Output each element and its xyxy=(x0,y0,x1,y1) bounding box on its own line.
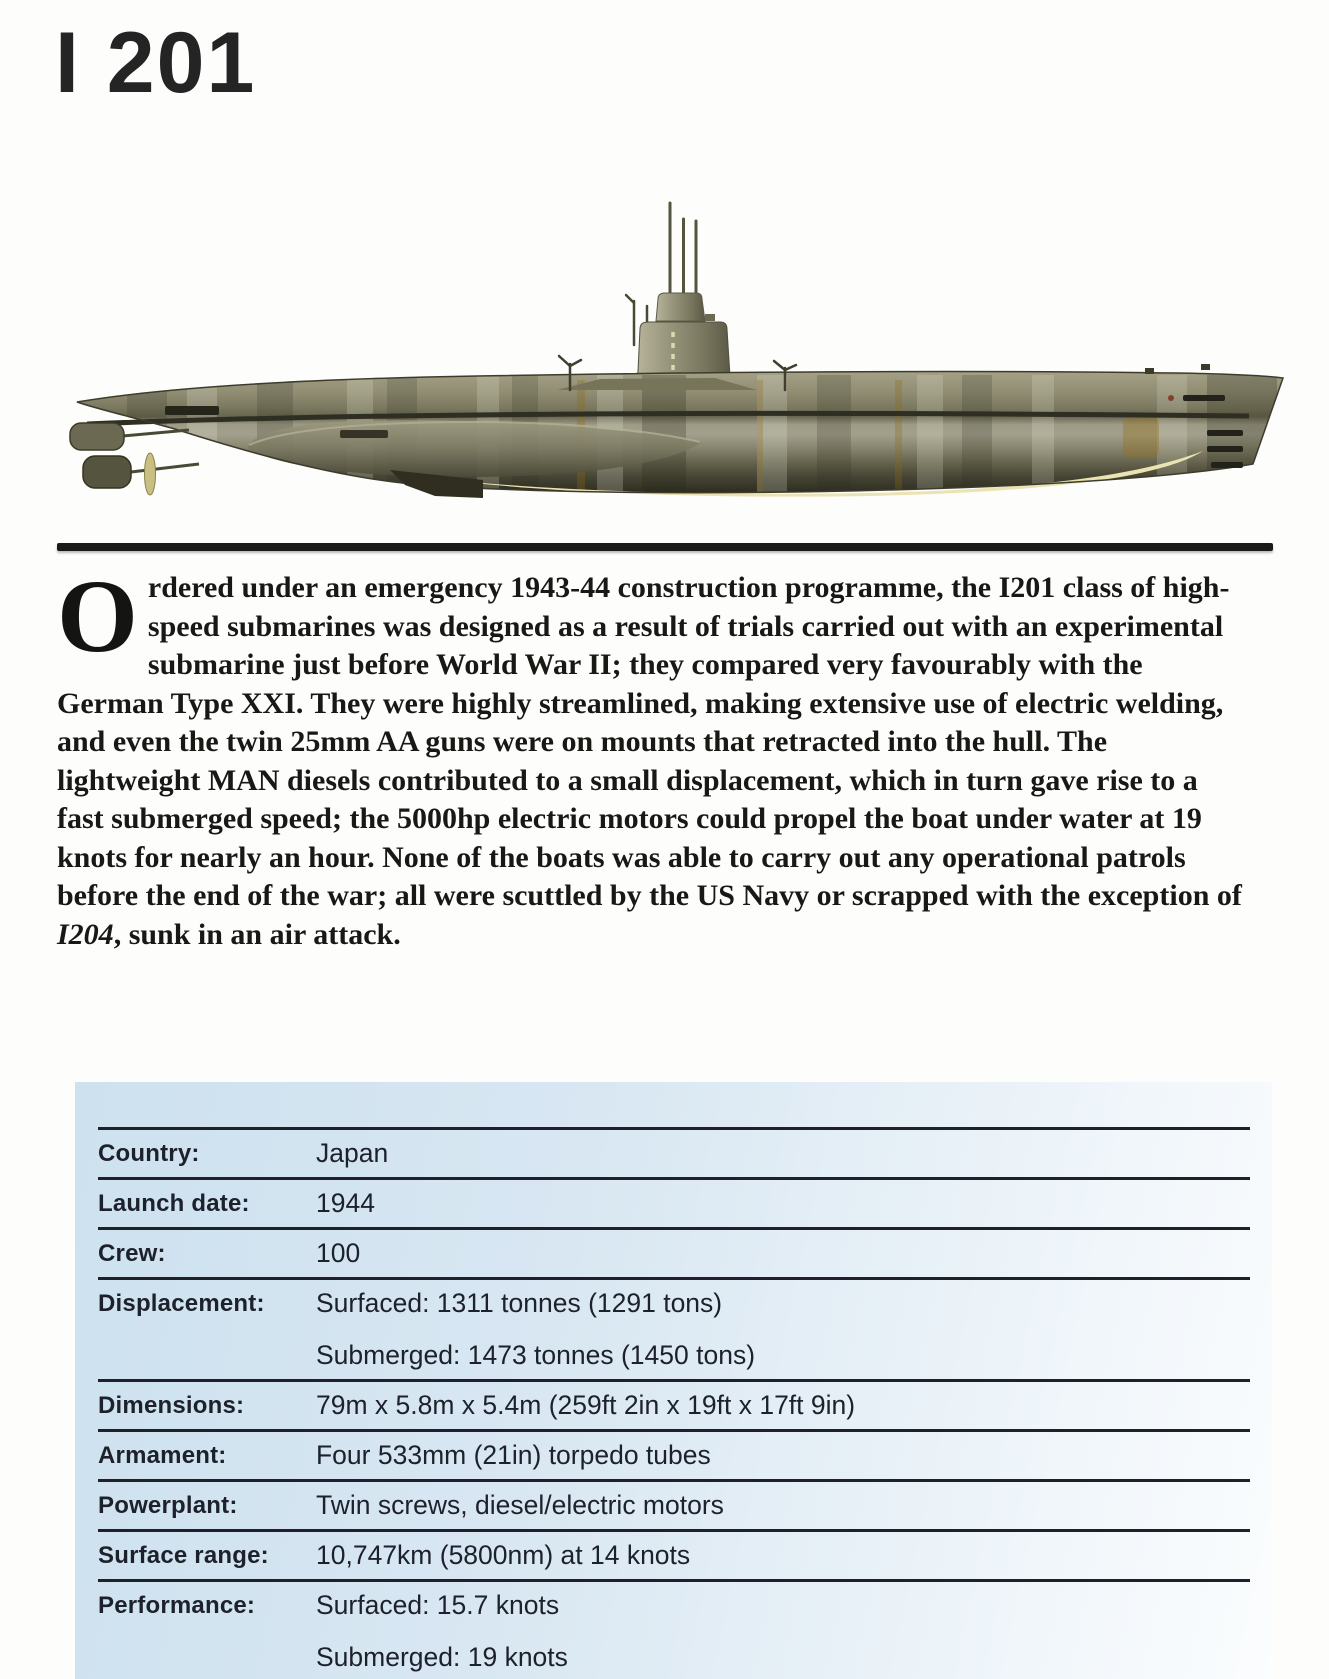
article-paragraph xyxy=(57,559,1249,954)
spec-table xyxy=(98,1127,1250,1679)
spec-row-crew xyxy=(98,1227,1250,1277)
article-text-2: , sunk in an air attack. xyxy=(113,917,401,951)
antenna-masts xyxy=(670,203,696,293)
propeller xyxy=(145,453,156,495)
spec-row-powerplant xyxy=(98,1479,1250,1529)
spec-value xyxy=(316,1539,690,1571)
spec-value-line: 10,747km (5800nm) at 14 knots xyxy=(316,1540,691,1570)
spec-row-country xyxy=(98,1127,1250,1177)
spec-label: Armament: xyxy=(98,1442,227,1469)
drop-cap: O xyxy=(57,559,138,674)
spec-value xyxy=(316,1187,375,1219)
spec-row-dimensions xyxy=(98,1379,1250,1429)
spec-label: Displacement: xyxy=(98,1290,265,1317)
submarine-illustration xyxy=(57,180,1287,520)
section-divider xyxy=(57,543,1273,551)
spec-value-line: Surfaced: 15.7 knots xyxy=(316,1590,560,1620)
conning-tower xyxy=(626,203,731,392)
spec-value xyxy=(316,1439,711,1471)
spec-row-launch-date xyxy=(98,1177,1250,1227)
spec-value xyxy=(316,1389,855,1421)
article-ref-italic: I204 xyxy=(57,917,114,951)
spec-value-line: Submerged: 19 knots xyxy=(316,1642,568,1672)
spec-value xyxy=(316,1589,568,1673)
spec-label: Surface range: xyxy=(98,1542,269,1569)
spec-label: Performance: xyxy=(98,1592,256,1619)
spec-value-line: 1944 xyxy=(316,1188,375,1218)
spec-value-line: Twin screws, diesel/electric motors xyxy=(316,1490,724,1520)
submarine-svg xyxy=(57,180,1287,520)
spec-value-line: Four 533mm (21in) torpedo tubes xyxy=(316,1440,711,1470)
spec-value-line: Submerged: 1473 tonnes (1450 tons) xyxy=(316,1340,756,1370)
spec-value-line: Surfaced: 1311 tonnes (1291 tons) xyxy=(316,1288,723,1318)
sail-step-fitting xyxy=(705,314,715,321)
spec-label: Launch date: xyxy=(98,1190,250,1217)
spec-value xyxy=(316,1287,755,1371)
stern-fins xyxy=(70,423,199,495)
spec-panel xyxy=(75,1082,1272,1679)
spec-value xyxy=(316,1237,360,1269)
article-text-1: rdered under an emergency 1943-44 construction programme, the I201 class of high-speed submarines was designed as a result of trials carried out with an experimental submarine just before World War II; they compared very favourably with the German Type XXI. They were highly streamlined, making extensive use of electric welding, and even the twin 25mm AA guns were on mounts that retracted into the hull. The lightweight MAN diesels contributed to a small displacement, which in turn gave rise to a fast submerged speed; the 5000hp electric motors could propel the boat under water at 19 knots for nearly an hour. None of the boats was able to carry out any operational patrols before the end of the war; all were scuttled by the US Navy or scrapped with the exception of xyxy=(57,571,1242,912)
spec-row-displacement xyxy=(98,1277,1250,1379)
spec-value-line: 100 xyxy=(316,1238,361,1268)
spec-row-surface-range xyxy=(98,1529,1250,1579)
spec-value xyxy=(316,1489,724,1521)
spec-label: Dimensions: xyxy=(98,1392,245,1419)
spec-label: Crew: xyxy=(98,1240,166,1267)
spec-row-performance xyxy=(98,1579,1250,1679)
spec-label: Powerplant: xyxy=(98,1492,238,1519)
spec-row-armament xyxy=(98,1429,1250,1479)
spec-value-line: 79m x 5.8m x 5.4m (259ft 2in x 19ft x 17ft 9in) xyxy=(316,1390,856,1420)
page-title: I 201 xyxy=(55,15,257,111)
spec-value-line: Japan xyxy=(316,1138,389,1168)
sail-upper xyxy=(656,293,705,321)
spec-value xyxy=(316,1137,388,1169)
spec-label: Country: xyxy=(98,1140,200,1167)
